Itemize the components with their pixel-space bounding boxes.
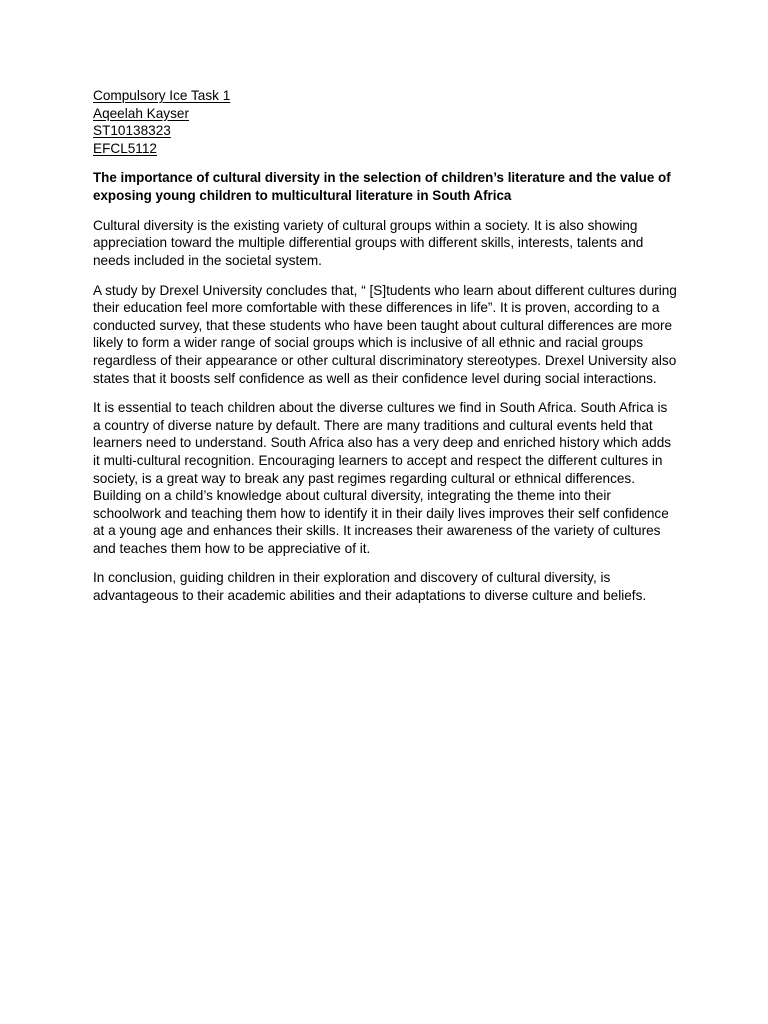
student-number-line (93, 122, 678, 140)
course-task: Compulsory Ice Task 1 (93, 88, 231, 103)
paragraph-south-africa: It is essential to teach children about the diverse cultures we find in South Africa. South Africa is a country of diverse nature by default. There are many traditions and cultural events held that learners need to understand. South Africa also has a very deep and enriched history which adds it multi-cultural recognition. Encouraging learners to accept and respect the different cultures in society, is a great way to break any past regimes regarding cultural or ethnical differences. Building on a child’s knowledge about cultural diversity, integrating the theme into their schoolwork and teaching them how to identify it in their daily lives improves their self confidence at a young age and enhances their skills. It increases their awareness of the variety of cultures and teaches them how to be appreciative of it. (93, 400, 672, 556)
student-number: ST10138323 (93, 123, 171, 139)
module-code-line (93, 140, 678, 158)
course-task-line (93, 87, 678, 105)
paragraph-drexel-study: A study by Drexel University concludes that, “ [S]tudents who learn about different cultures during their education feel more comfortable with these differences in life”. It is proven, according to a conducted survey, that these students who have been taught about cultural differences are more likely to form a wider range of social groups which is inclusive of all ethnic and racial groups regardless of their appearance or other cultural discriminatory stereotypes. Drexel University also states that it boosts self confidence as well as their confidence level during social interactions. (93, 282, 677, 386)
paragraph-conclusion: In conclusion, guiding children in their exploration and discovery of cultural diversity, is advantageous to their academic abilities and their adaptations to diverse culture and beliefs. (93, 570, 647, 604)
header-block (93, 87, 678, 157)
paragraph-definition: Cultural diversity is the existing variety of cultural groups within a society. It is also showing appreciation toward the multiple differential groups with different skills, interests, talents and needs included in the societal system. (93, 217, 644, 268)
document-page (93, 87, 678, 605)
module-code: EFCL5112 (93, 140, 157, 156)
student-name-line (93, 105, 678, 123)
document-title: The importance of cultural diversity in the selection of children’s literature and the value of exposing young children to multicultural literature in South Africa (93, 170, 671, 203)
student-name: Aqeelah Kayser (93, 105, 189, 121)
